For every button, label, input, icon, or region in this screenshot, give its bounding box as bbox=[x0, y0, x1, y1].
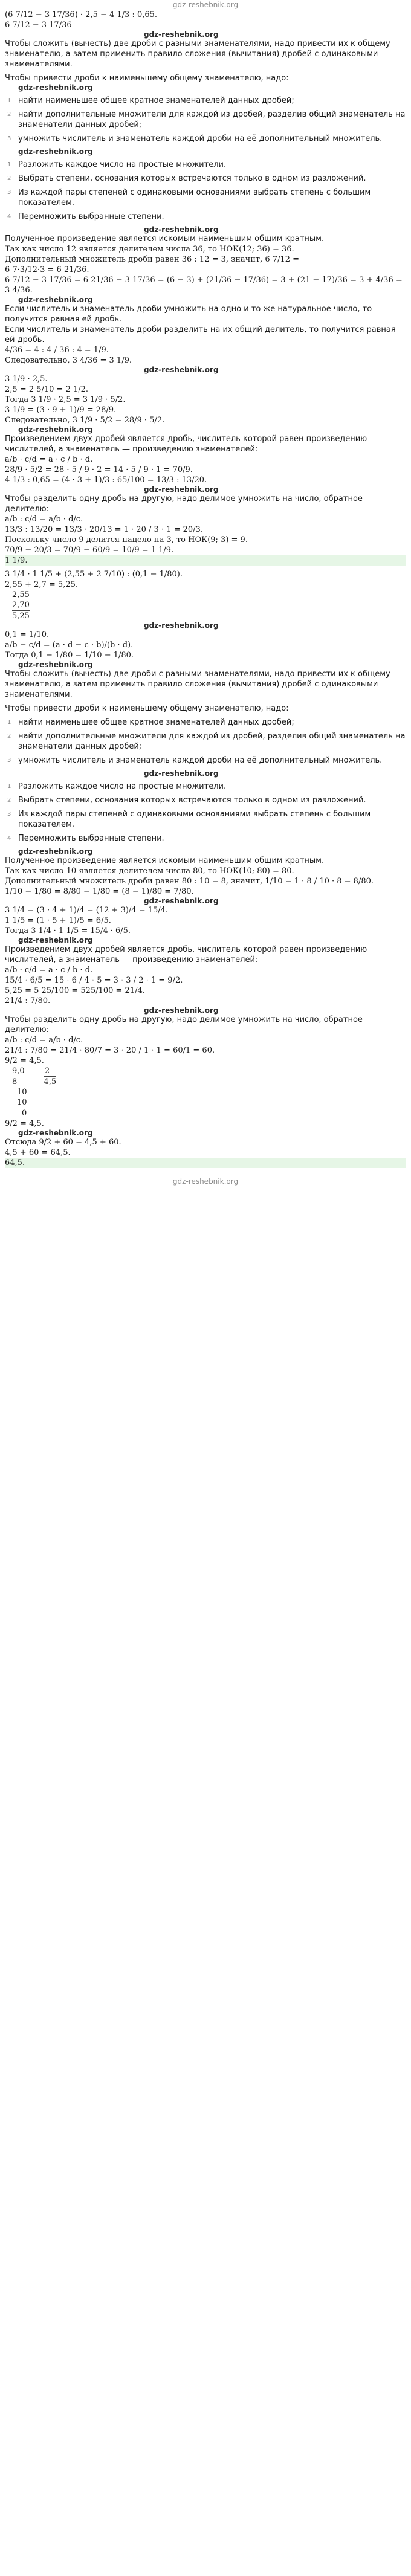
lcm-find-steps-2 bbox=[5, 781, 406, 844]
solution-page bbox=[0, 0, 411, 1187]
long-division-zero: 0 bbox=[22, 1109, 27, 1118]
mul-calc-2: 15/4 · 6/5 = 15 · 6 / 4 · 5 = 3 · 3 / 2 · 1 = 9/2. bbox=[5, 976, 183, 985]
watermark: gdz-reshebnik.org bbox=[144, 769, 219, 778]
watermark: gdz-reshebnik.org bbox=[18, 83, 93, 92]
watermark: gdz-reshebnik.org bbox=[18, 425, 93, 434]
rule-mul: Произведением двух дробей является дробь, числитель которой равен произведению числителей, а знаменатель — произведению знаменателей: bbox=[5, 434, 367, 454]
lcm-value: Так как число 12 является делителем числа 36, то НОК(12; 36) = 36. bbox=[5, 245, 294, 254]
lcm-value-2: Так как число 10 является делителем числа 80, то НОК(10; 80) = 80. bbox=[5, 867, 294, 876]
list-item: 3 умножить числитель и знаменатель каждой дроби на её дополнительный множитель. bbox=[7, 134, 383, 143]
watermark: gdz-reshebnik.org bbox=[144, 225, 219, 234]
answer-2: 64,5. bbox=[5, 1158, 406, 1168]
column-b: 2,70 bbox=[12, 601, 30, 610]
list-item: 3 Из каждой пары степеней с одинаковыми основаниями выбрать степень с большим показателем. bbox=[7, 810, 371, 829]
line-c: Тогда 3 1/9 · 2,5 = 3 1/9 · 5/2. bbox=[5, 395, 126, 404]
rule-reduce-2: Если числитель и знаменатель дроби разделить на их общий делитель, то получится равная ей дробь. bbox=[5, 325, 396, 344]
extra-factor-2: Дополнительный множитель дроби равен 80 : 10 = 8, значит, 1/10 = 1 · 8 / 10 · 8 = 8/80. bbox=[5, 877, 374, 886]
mul-formula-2: a/b · c/d = a · c / b · d. bbox=[5, 966, 93, 975]
long-division-subtract: 10 bbox=[17, 1098, 27, 1107]
half: 9/2 = 4,5. bbox=[5, 1056, 44, 1065]
reduce-1: 4/36 = 4 : 4 / 36 : 4 = 1/9. bbox=[5, 346, 109, 355]
mixed-2: 1 1/5 = (1 · 5 + 1)/5 = 6/5. bbox=[5, 916, 111, 925]
sum-1: 2,55 + 2,7 = 5,25. bbox=[5, 580, 79, 589]
div-calc: 4 1/3 : 0,65 = (4 · 3 + 1)/3 : 65/100 = 13/3 : 13/20. bbox=[5, 476, 207, 485]
expression-2: 3 1/4 · 1 1/5 + (2,55 + 2 7/10) : (0,1 − 1/80). bbox=[5, 570, 183, 579]
watermark: gdz-reshebnik.org bbox=[144, 366, 219, 374]
rule-add: Чтобы сложить (вычесть) две дроби с разными знаменателями, надо привести их к общему знаменателю, а затем применить правило сложения (вычитания) дробей с одинаковыми знаменателями. bbox=[5, 39, 390, 69]
div-calc-2: 13/3 : 13/20 = 13/3 · 20/13 = 1 · 20 / 3 · 1 = 20/3. bbox=[5, 525, 203, 534]
step-1: 6 7/12 − 3 17/36 bbox=[5, 21, 72, 30]
site-header[interactable]: gdz-reshebnik.org bbox=[172, 1, 239, 9]
watermark: gdz-reshebnik.org bbox=[144, 485, 219, 494]
list-item: 2 найти дополнительные множители для каждой из дробей, разделив общий знаменатель на знаменатели данных дробей; bbox=[7, 732, 406, 751]
sub-formula: a/b − c/d = (a · d − c · b)/(b · d). bbox=[5, 641, 134, 650]
watermark: gdz-reshebnik.org bbox=[144, 897, 219, 905]
lcm-find-steps bbox=[5, 160, 406, 222]
watermark: gdz-reshebnik.org bbox=[144, 30, 219, 39]
watermark: gdz-reshebnik.org bbox=[18, 847, 93, 856]
watermark: gdz-reshebnik.org bbox=[18, 1129, 93, 1137]
lcm-result-2: Полученное произведение является искомым наименьшим общим кратным. bbox=[5, 856, 325, 865]
watermark: gdz-reshebnik.org bbox=[144, 621, 219, 630]
div-line: 21/4 : 7/80. bbox=[5, 996, 51, 1006]
decimal-conversion: 5,25 = 5 25/100 = 525/100 = 21/4. bbox=[5, 986, 145, 995]
line-b: 2,5 = 2 5/10 = 2 1/2. bbox=[5, 385, 89, 394]
conversion: 6 7·3/12·3 = 6 21/36. bbox=[5, 265, 89, 274]
list-item: 2 найти дополнительные множители для каждой из дробей, разделив общий знаменатель на знаменатели данных дробей; bbox=[7, 110, 406, 129]
long-division-remainder: 10 bbox=[17, 1088, 27, 1097]
list-item: 2 Выбрать степени, основания которых встречаются только в одном из разложений. bbox=[7, 796, 366, 805]
sub-calc: Тогда 0,1 − 1/80 = 1/10 − 1/80. bbox=[5, 651, 134, 660]
site-footer[interactable]: gdz-reshebnik.org bbox=[172, 1177, 239, 1186]
line-d: 3 1/9 = (3 · 9 + 1)/9 = 28/9. bbox=[5, 405, 117, 415]
list-item: 1 найти наименьшее общее кратное знаменателей данных дробей; bbox=[7, 718, 294, 727]
rule-div-2: Чтобы разделить одну дробь на другую, надо делимое умножить на число, обратное делителю: bbox=[5, 1015, 363, 1035]
column-a: 2,55 bbox=[12, 590, 30, 599]
watermark: gdz-reshebnik.org bbox=[144, 1006, 219, 1015]
list-item: 3 Из каждой пары степеней с одинаковыми основаниями выбрать степень с большим показателем. bbox=[7, 188, 371, 207]
list-item: 1 Разложить каждое число на простые множители. bbox=[7, 160, 227, 169]
subtrahend: 8 bbox=[12, 1077, 18, 1086]
expression-1: (6 7/12 − 3 17/36) · 2,5 − 4 1/3 : 0,65. bbox=[5, 10, 158, 19]
reduce-2: Следовательно, 3 4/36 = 3 1/9. bbox=[5, 356, 132, 365]
div-formula-2: a/b : c/d = a/b · d/c. bbox=[5, 1036, 83, 1045]
watermark: gdz-reshebnik.org bbox=[18, 660, 93, 669]
watermark: gdz-reshebnik.org bbox=[18, 147, 93, 156]
div-calc-3: 21/4 : 7/80 = 21/4 · 80/7 = 3 · 20 / 1 · 1 = 60/1 = 60. bbox=[5, 1046, 215, 1055]
lcm-result: Полученное произведение является искомым наименьшим общим кратным. bbox=[5, 234, 325, 244]
total: Отсюда 9/2 + 60 = 4,5 + 60. bbox=[5, 1138, 121, 1147]
nod: Поскольку число 9 делится нацело на 3, то НОК(9; 3) = 9. bbox=[5, 535, 248, 544]
list-item: 4 Перемножить выбранные степени. bbox=[7, 212, 164, 221]
quotient: 4,5 bbox=[44, 1077, 57, 1086]
long-division: 9,0 2 bbox=[12, 1067, 50, 1076]
final-1: 70/9 − 20/3 = 70/9 − 60/9 = 10/9 = 1 1/9. bbox=[5, 546, 174, 555]
lcm-steps bbox=[5, 95, 406, 144]
mul-formula: a/b · c/d = a · c / b · d. bbox=[5, 455, 93, 464]
rule-lcm-2: Чтобы привести дроби к наименьшему общему знаменателю, надо: bbox=[5, 704, 289, 713]
div-formula: a/b : c/d = a/b · d/c. bbox=[5, 515, 83, 524]
difference: 6 7/12 − 3 17/36 = 6 21/36 − 3 17/36 = (6 − 3) + (21/36 − 17/36) = 3 + (21 − 17)/36 = 3 + 4/36 = 3 4/36. bbox=[5, 276, 403, 295]
rule-mul-2: Произведением двух дробей является дробь, числитель которой равен произведению числителей, а знаменатель — произведению знаменателей: bbox=[5, 945, 367, 964]
mul-calc: 28/9 · 5/2 = 28 · 5 / 9 · 2 = 14 · 5 / 9 · 1 = 70/9. bbox=[5, 465, 193, 474]
line-a: 3 1/9 · 2,5. bbox=[5, 375, 48, 384]
half-2: 9/2 = 4,5. bbox=[5, 1119, 44, 1128]
total-2: 4,5 + 60 = 64,5. bbox=[5, 1148, 71, 1157]
rule-reduce: Если числитель и знаменатель дроби умножить на одно и то же натуральное число, то получится равная ей дробь. bbox=[5, 305, 372, 324]
extra-factor: Дополнительный множитель дроби равен 36 : 12 = 3, значит, 6 7/12 = bbox=[5, 255, 300, 264]
watermark: gdz-reshebnik.org bbox=[18, 936, 93, 944]
long-division-step bbox=[12, 1076, 406, 1087]
list-item: 1 найти наименьшее общее кратное знаменателей данных дробей; bbox=[7, 96, 294, 105]
mul-line: Тогда 3 1/4 · 1 1/5 = 15/4 · 6/5. bbox=[5, 926, 131, 935]
answer-1: 1 1/9. bbox=[5, 555, 406, 566]
list-item: 2 Выбрать степени, основания которых встречаются только в одном из разложений. bbox=[7, 174, 366, 183]
list-item: 1 Разложить каждое число на простые множители. bbox=[7, 782, 227, 791]
list-item: 4 Перемножить выбранные степени. bbox=[7, 834, 164, 843]
mixed-1: 3 1/4 = (3 · 4 + 1)/4 = (12 + 3)/4 = 15/4. bbox=[5, 906, 169, 915]
rule-add-2: Чтобы сложить (вычесть) две дроби с разными знаменателями, надо привести их к общему знаменателю, а затем применить правило сложения (вычитания) дробей с одинаковыми знаменателями. bbox=[5, 670, 390, 699]
column-c: 5,25 bbox=[12, 612, 30, 621]
watermark: gdz-reshebnik.org bbox=[18, 295, 93, 304]
difference-2: 1/10 − 1/80 = 8/80 − 1/80 = (8 − 1)/80 = 7/80. bbox=[5, 887, 194, 896]
lcm-steps-2 bbox=[5, 717, 406, 766]
list-item: 3 умножить числитель и знаменатель каждой дроби на её дополнительный множитель. bbox=[7, 756, 383, 765]
dividend: 9,0 bbox=[12, 1067, 25, 1076]
decimal-1: 0,1 = 1/10. bbox=[5, 630, 50, 639]
rule-div: Чтобы разделить одну дробь на другую, надо делимое умножить на число, обратное делителю: bbox=[5, 494, 363, 514]
rule-lcm: Чтобы привести дроби к наименьшему общему знаменателю, надо: bbox=[5, 74, 289, 83]
line-e: Следовательно, 3 1/9 · 5/2 = 28/9 · 5/2. bbox=[5, 416, 165, 425]
